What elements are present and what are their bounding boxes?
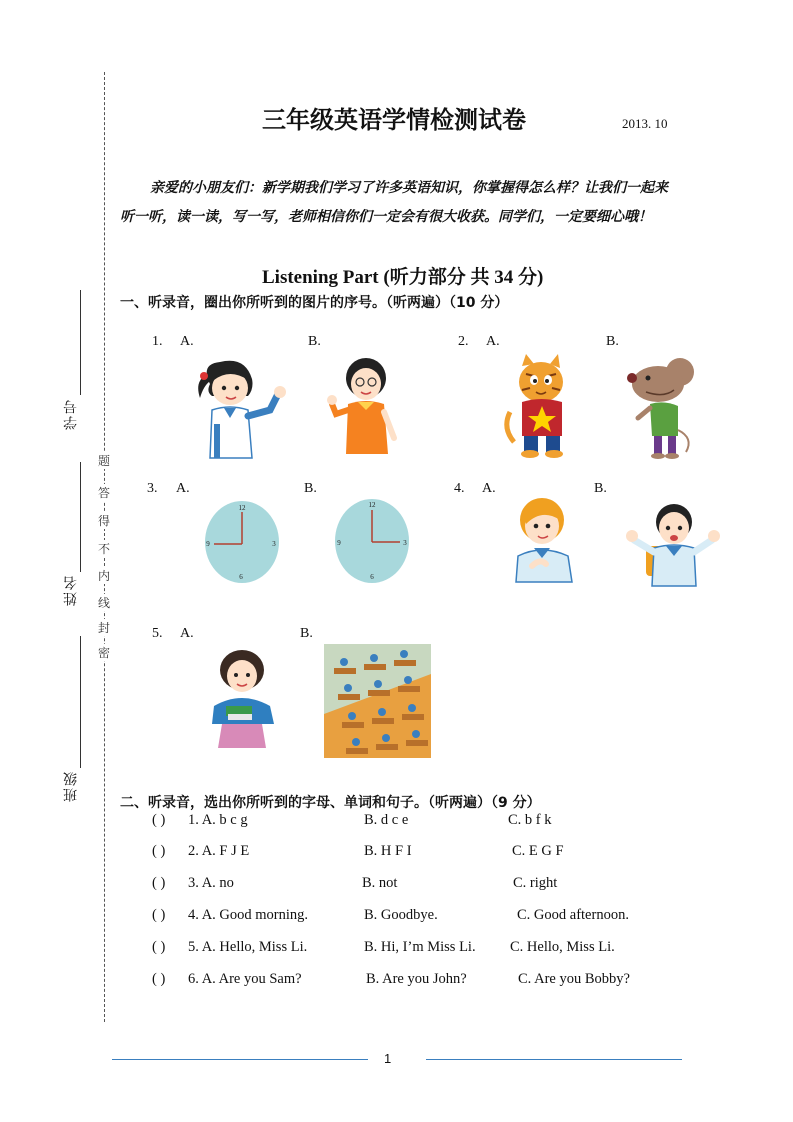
q1-option-a[interactable]: A. [180, 334, 194, 349]
answer-blank[interactable]: ( ) [152, 812, 166, 828]
answer-blank[interactable]: ( ) [152, 907, 166, 923]
clock-b-label-12: 12 [368, 501, 376, 509]
page-title: 三年级英语学情检测试卷 [262, 105, 526, 134]
clock-a-label-9: 9 [206, 540, 210, 548]
seal-char: 得 [97, 514, 110, 528]
exam-date: 2013. 10 [622, 116, 668, 131]
seal-char: 内 [97, 569, 110, 583]
blond-boy-picture[interactable] [510, 496, 580, 582]
listening-part-title: Listening Part (听力部分 共 34 分) [262, 267, 544, 288]
q3-number: 3. [147, 481, 158, 496]
girl-waving-picture[interactable] [190, 354, 290, 462]
seal-char: 不 [97, 542, 110, 556]
answer-blank[interactable]: ( ) [152, 875, 166, 891]
section1-heading: 一、听录音，圈出你所听到的图片的序号。（听两遍）（10 分） [120, 295, 509, 311]
option-a: 4. A. Good morning. [188, 907, 309, 923]
clock-a-label-12: 12 [238, 504, 246, 512]
option-b: B. d c e [364, 812, 409, 828]
answer-blank[interactable]: ( ) [152, 939, 166, 955]
clock-b-label-3: 3 [403, 539, 407, 547]
clock-b-label-6: 6 [370, 573, 374, 581]
q2-option-a[interactable]: A. [486, 334, 500, 349]
clock-a-picture[interactable] [204, 500, 282, 584]
question-row [152, 843, 692, 863]
q5-option-a[interactable]: A. [180, 626, 194, 641]
answer-blank[interactable]: ( ) [152, 971, 166, 987]
seal-char: 答 [97, 486, 110, 500]
q4-option-b[interactable]: B. [594, 481, 607, 496]
option-b: B. Goodbye. [364, 907, 438, 923]
q2-number: 2. [458, 334, 469, 349]
seal-char: 密 [97, 646, 110, 660]
student-no-label: 学号 [64, 398, 79, 430]
clock-b-picture[interactable] [334, 498, 412, 584]
q5-option-b[interactable]: B. [300, 626, 313, 641]
seal-char: 封 [97, 621, 110, 635]
question-row [152, 939, 692, 959]
seal-char: 线 [97, 596, 110, 610]
option-c: C. right [513, 875, 558, 891]
q1-option-b[interactable]: B. [308, 334, 321, 349]
option-a: 2. A. F J E [188, 843, 250, 859]
option-b: B. Hi, I’m Miss Li. [364, 939, 476, 955]
question-row [152, 812, 692, 832]
clock-a-label-3: 3 [272, 540, 276, 548]
q4-number: 4. [454, 481, 465, 496]
option-c: C. Are you Bobby? [518, 971, 630, 987]
name-blank[interactable] [80, 462, 81, 572]
question-row [152, 875, 692, 895]
option-b: B. not [362, 875, 398, 891]
clock-a-label-6: 6 [239, 573, 243, 581]
teacher-picture[interactable] [204, 648, 280, 750]
option-b: B. Are you John? [366, 971, 467, 987]
option-a: 1. A. b c g [188, 812, 248, 828]
class-label: 班级 [64, 770, 79, 802]
mouse-picture[interactable] [624, 356, 698, 460]
q4-option-a[interactable]: A. [482, 481, 496, 496]
option-c: C. Hello, Miss Li. [510, 939, 615, 955]
footer-rule-left [112, 1059, 368, 1060]
woman-waving-picture[interactable] [328, 354, 398, 459]
boy-backpack-picture[interactable] [624, 500, 720, 588]
option-c: C. Good afternoon. [517, 907, 629, 923]
clock-b-label-9: 9 [337, 539, 341, 547]
class-blank[interactable] [80, 636, 81, 768]
q2-option-b[interactable]: B. [606, 334, 619, 349]
q5-number: 5. [152, 626, 163, 641]
page-number: 1 [384, 1051, 392, 1066]
question-row [152, 971, 692, 991]
student-no-blank[interactable] [80, 290, 81, 395]
section2-heading: 二、听录音，选出你所听到的字母、单词和句子。（听两遍）（9 分） [120, 795, 541, 811]
q1-number: 1. [152, 334, 163, 349]
q3-option-a[interactable]: A. [176, 481, 190, 496]
option-a: 5. A. Hello, Miss Li. [188, 939, 308, 955]
question-row [152, 907, 692, 927]
option-c: C. E G F [512, 843, 564, 859]
option-b: B. H F I [364, 843, 412, 859]
q3-option-b[interactable]: B. [304, 481, 317, 496]
tiger-picture[interactable] [500, 352, 580, 458]
intro-paragraph: 亲爱的小朋友们：新学期我们学习了许多英语知识，你掌握得怎么样？让我们一起来听一听，读一读，写一写，老师相信你们一定会有很大收获。同学们，一定要细心哦！ [120, 180, 668, 225]
footer-rule-right [426, 1059, 682, 1060]
classroom-picture[interactable] [324, 644, 431, 758]
option-c: C. b f k [508, 812, 552, 828]
option-a: 3. A. no [188, 875, 234, 891]
answer-blank[interactable]: ( ) [152, 843, 166, 859]
seal-char: 题 [97, 454, 110, 468]
option-a: 6. A. Are you Sam? [188, 971, 302, 987]
name-label: 姓名 [64, 574, 79, 606]
